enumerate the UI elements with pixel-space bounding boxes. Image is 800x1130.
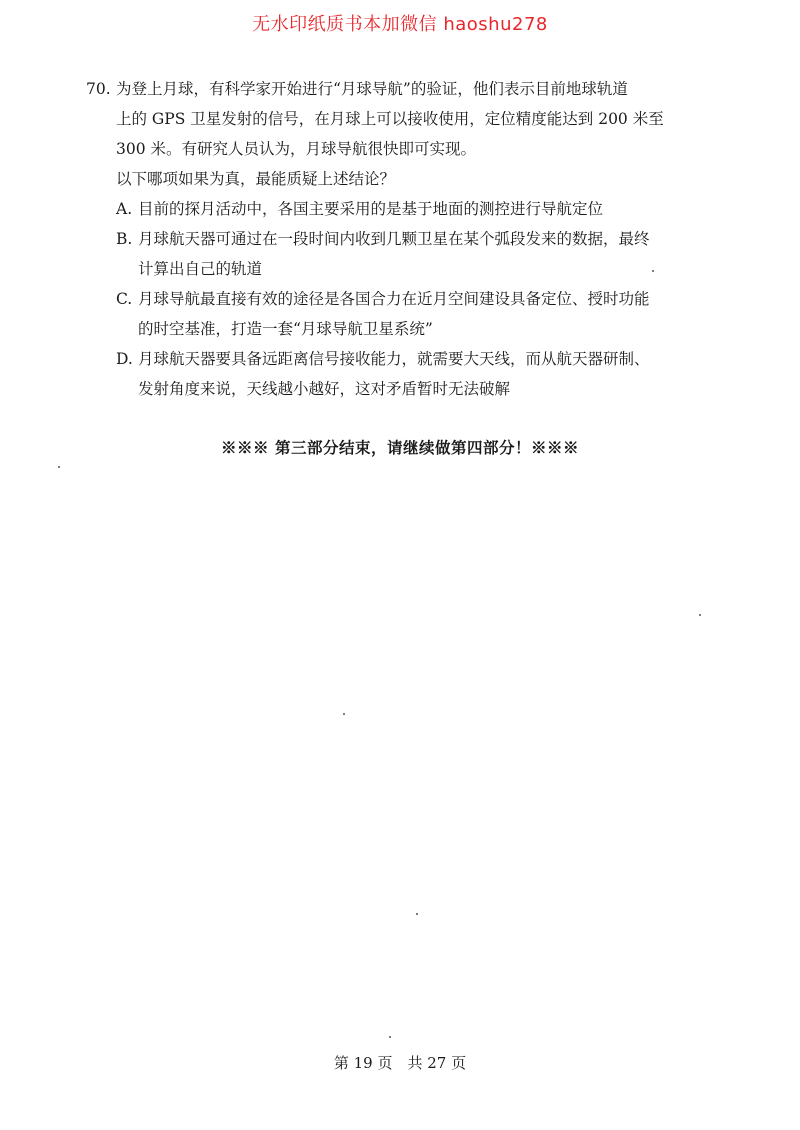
option-d-letter: D. xyxy=(116,350,133,368)
scan-speck xyxy=(652,270,654,272)
question-stem-text: 为登上月球，有科学家开始进行“月球导航”的验证，他们表示目前地球轨道 xyxy=(116,80,628,98)
section-end-notice: ※※※ 第三部分结束，请继续做第四部分！※※※ xyxy=(221,438,579,457)
question-stem-line-2: 上的 GPS 卫星发射的信号，在月球上可以接收使用，定位精度能达到 200 米至 xyxy=(116,110,664,128)
option-a-text: 目前的探月活动中，各国主要采用的是基于地面的测控进行导航定位 xyxy=(138,200,604,218)
scan-speck xyxy=(699,614,701,616)
option-d xyxy=(86,344,726,374)
question-number: 70. xyxy=(86,80,111,98)
option-b-text: 月球航天器可通过在一段时间内收到几颗卫星在某个弧段发来的数据，最终 xyxy=(138,230,650,248)
option-c xyxy=(86,284,726,314)
question-prompt: 以下哪项如果为真，最能质疑上述结论？ xyxy=(116,170,396,188)
option-c-text-cont: 的时空基准，打造一套“月球导航卫星系统” xyxy=(138,320,433,338)
option-b-text-cont: 计算出自己的轨道 xyxy=(138,260,263,278)
question-block xyxy=(86,74,726,404)
scan-speck xyxy=(58,466,60,468)
page-number-footer: 第 19 页 共 27 页 xyxy=(333,1054,467,1072)
option-a xyxy=(86,194,726,224)
option-d-text-cont: 发射角度来说，天线越小越好，这对矛盾暂时无法破解 xyxy=(138,380,511,398)
option-c-letter: C. xyxy=(116,290,133,308)
question-stem-line-3: 300 米。有研究人员认为，月球导航很快即可实现。 xyxy=(116,140,477,158)
option-c-text: 月球导航最直接有效的途径是各国合力在近月空间建设具备定位、授时功能 xyxy=(138,290,650,308)
question-stem-line-1 xyxy=(86,74,726,104)
option-d-text: 月球航天器要具备远距离信号接收能力，就需要大天线，而从航天器研制、 xyxy=(138,350,650,368)
scan-speck xyxy=(389,1036,391,1038)
scan-speck xyxy=(416,913,418,915)
watermark-text: 无水印纸质书本加微信 haoshu278 xyxy=(252,14,548,35)
option-b xyxy=(86,224,726,254)
option-a-letter: A. xyxy=(116,200,133,218)
scan-speck xyxy=(343,713,345,715)
option-b-letter: B. xyxy=(116,230,133,248)
